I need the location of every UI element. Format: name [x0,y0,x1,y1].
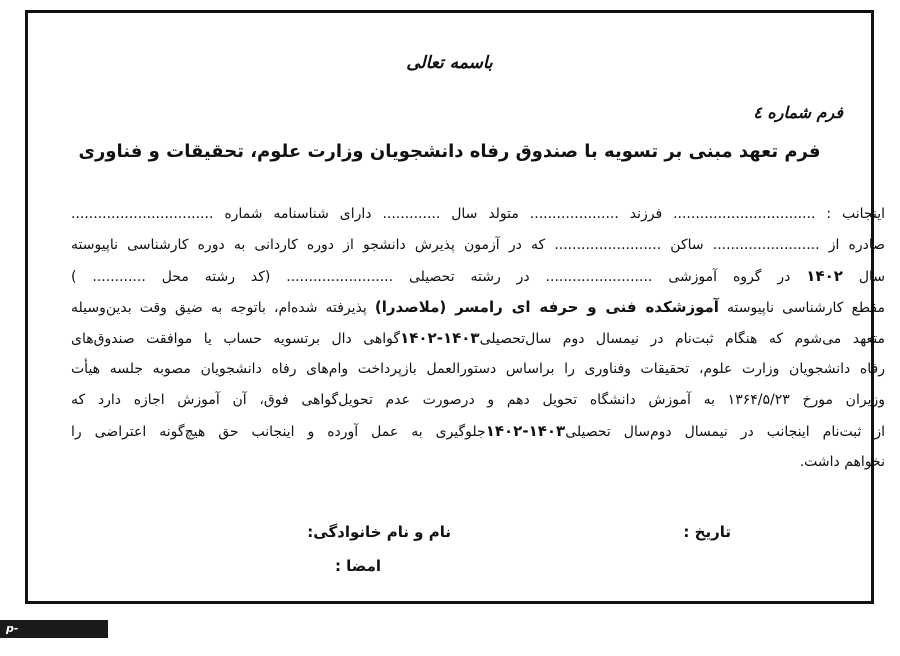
body-line-9: نخواهم داشت. [799,454,885,470]
form-frame [25,10,885,604]
name-label: نام و نام خانوادگی: [307,523,451,541]
year-bold: ۱۴۰۲ [806,267,843,285]
institute-name: آموزشکده فنی و حرفه ای رامسر (ملاصدرا) [374,298,719,316]
site-watermark: p-ramsar.nus.ac.ir [0,620,108,638]
academic-year-bold-2: ۱۴۰۳-۱۴۰۲ [485,422,566,440]
body-line-3: سال ۱۴۰۲ در گروه آموزشی ........................ در رشته تحصیلی ........................ (کد رشته محل ............ ) [71,267,885,285]
form-number: فرم شماره ٤ [753,103,843,122]
signature-label: امضا : [334,557,381,575]
form-title: فرم تعهد مبنی بر تسویه با صندوق رفاه دانشجویان وزارت علوم، تحقیقات و فناوری [78,141,821,162]
body-line-1: اینجانب : ................................ فرزند .................... متولد سال ............. دارای شناسنامه شماره ................................ [71,206,885,222]
academic-year-bold: ۱۴۰۳-۱۴۰۲ [400,329,480,347]
form-body [71,199,885,478]
body-line-8: از ثبت‌نام اینجانب در نیمسال دوم‌سال تحصیلی۱۴۰۳-۱۴۰۲جلوگیری به عمل آورده و اینجانب حق هیچ‌گونه اعتراضی را [71,422,885,440]
body-line-6: رفاه دانشجویان وزارت علوم، تحقیقات وفناوری را براساس دستورالعمل بازپرداخت وام‌های رفاه دانشجویان مصوبه جلسه هیأت [71,361,885,377]
bismillah-heading: باسمه تعالی [406,53,493,73]
body-line-4: مقطع کارشناسی ناپیوسته آموزشکده فنی و حرفه ای رامسر (ملاصدرا) پذیرفته شده‌ام، باتوجه به ضیق وقت بدین‌وسیله [71,298,885,316]
body-line-2: صادره از ........................ ساکن ........................ که در آزمون پذیرش دانشجو از دوره کاردانی به دوره کارشناسی ناپیوسته [71,237,885,253]
date-label: تاریخ : [683,523,731,541]
body-line-7: وزیران مورخ ۱۳۶۴/۵/۲۳ به آموزش دانشگاه تحویل دهم و درصورت عدم تحویل‌گواهی فوق، آن آموزش اجازه دارد که [71,392,885,408]
body-line-5: متعهد می‌شوم که هنگام ثبت‌نام در نیمسال دوم سال‌تحصیلی۱۴۰۳-۱۴۰۲گواهی دال برتسویه حساب یا موافقت صندوق‌های [71,329,885,347]
